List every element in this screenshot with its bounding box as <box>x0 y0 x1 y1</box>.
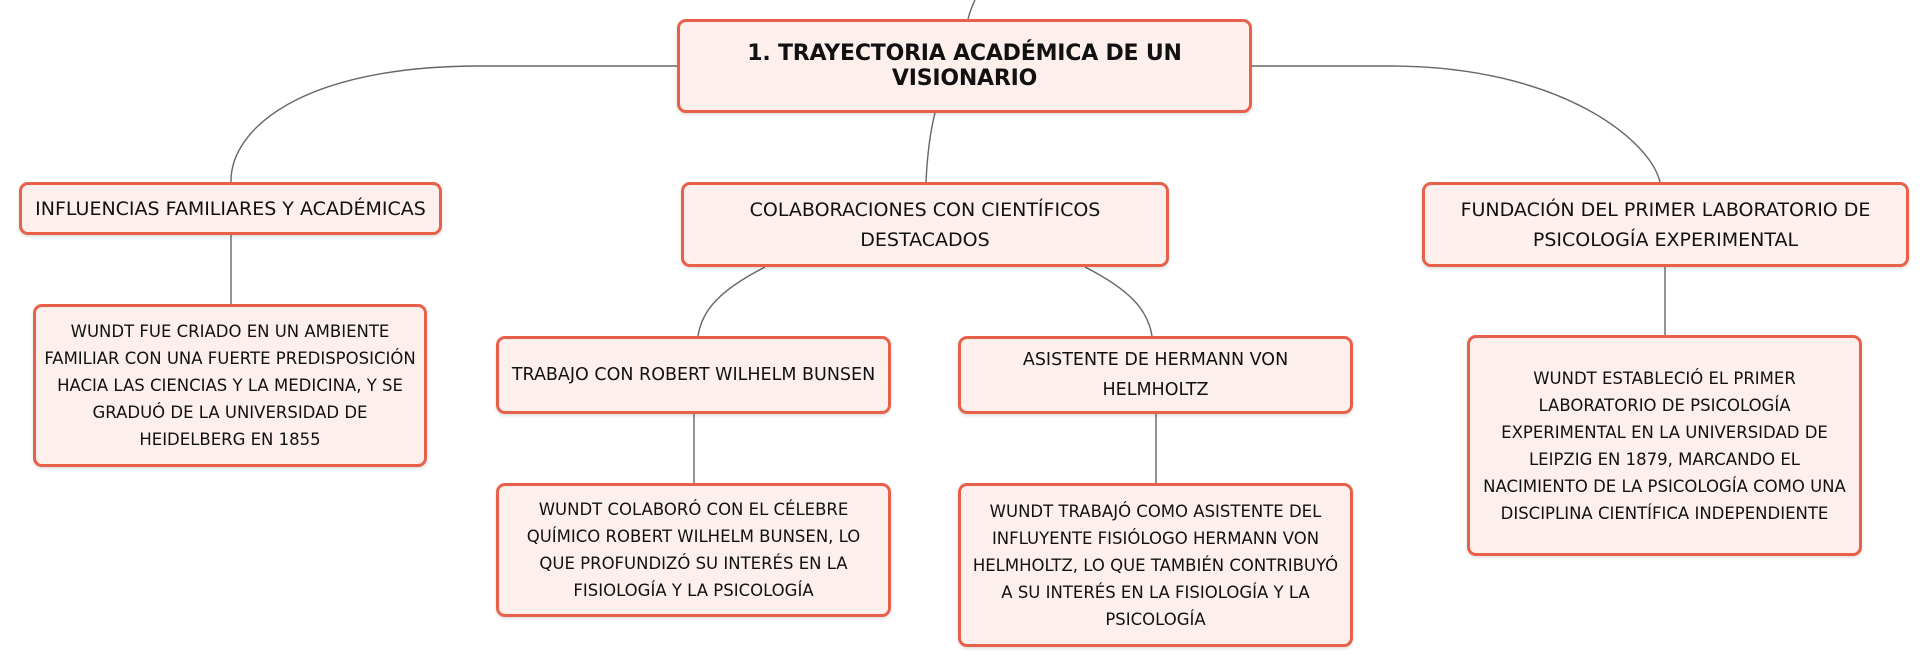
branch-node-label: TRABAJO CON ROBERT WILHELM BUNSEN <box>511 365 876 385</box>
branch-node-label: FUNDACIÓN DEL PRIMER LABORATORIO DE PSICOLOGÍA EXPERIMENTAL <box>1460 198 1871 251</box>
connector-root-to-influencias <box>231 66 677 182</box>
detail-node-text: WUNDT ESTABLECIÓ EL PRIMER LABORATORIO DE PSICOLOGÍA EXPERIMENTAL EN LA UNIVERSIDAD DE LEIPZIG EN 1879, MARCANDO EL NACIMIENTO DE LA PSICOLOGÍA COMO UNA DISCIPLINA CIENTÍFICA INDEPENDIENTE <box>1483 368 1846 523</box>
connector-root-to-colaboraciones <box>926 113 935 182</box>
detail-node-bunsen[interactable] <box>496 483 891 617</box>
detail-node-text: WUNDT COLABORÓ CON EL CÉLEBRE QUÍMICO ROBERT WILHELM BUNSEN, LO QUE PROFUNDIZÓ SU INTERÉS EN LA FISIOLOGÍA Y LA PSICOLOGÍA <box>526 500 861 600</box>
branch-node-bunsen[interactable] <box>496 336 891 414</box>
branch-node-label: ASISTENTE DE HERMANN VON HELMHOLTZ <box>1022 350 1289 400</box>
connector-colaboraciones-to-bunsen <box>698 267 765 336</box>
branch-node-colaboraciones[interactable] <box>681 182 1169 267</box>
detail-node-text: WUNDT TRABAJÓ COMO ASISTENTE DEL INFLUYENTE FISIÓLOGO HERMANN VON HELMHOLTZ, LO QUE TAMBIÉN CONTRIBUYÓ A SU INTERÉS EN LA FISIOLOGÍA Y LA PSICOLOGÍA <box>972 501 1339 629</box>
detail-node-text: WUNDT FUE CRIADO EN UN AMBIENTE FAMILIAR CON UNA FUERTE PREDISPOSICIÓN HACIA LAS CIENCIAS Y LA MEDICINA, Y SE GRADUÓ DE LA UNIVERSIDAD DE HEIDELBERG EN 1855 <box>44 322 416 449</box>
detail-node-fundacion[interactable] <box>1467 335 1862 556</box>
root-node[interactable] <box>677 19 1252 113</box>
branch-node-label: INFLUENCIAS FAMILIARES Y ACADÉMICAS <box>35 197 426 220</box>
connector-colaboraciones-to-helmholtz <box>1085 267 1152 336</box>
branch-node-fundacion[interactable] <box>1422 182 1909 267</box>
detail-node-helmholtz[interactable] <box>958 483 1353 647</box>
connector-parent-to-root <box>968 0 975 19</box>
branch-node-influencias[interactable] <box>19 182 442 235</box>
connector-root-to-fundacion <box>1252 66 1660 182</box>
branch-node-helmholtz[interactable] <box>958 336 1353 414</box>
detail-node-influencias[interactable] <box>33 304 427 467</box>
root-node-label: 1. TRAYECTORIA ACADÉMICA DE UN VISIONARIO <box>747 41 1182 91</box>
branch-node-label: COLABORACIONES CON CIENTÍFICOS DESTACADOS <box>749 198 1101 251</box>
